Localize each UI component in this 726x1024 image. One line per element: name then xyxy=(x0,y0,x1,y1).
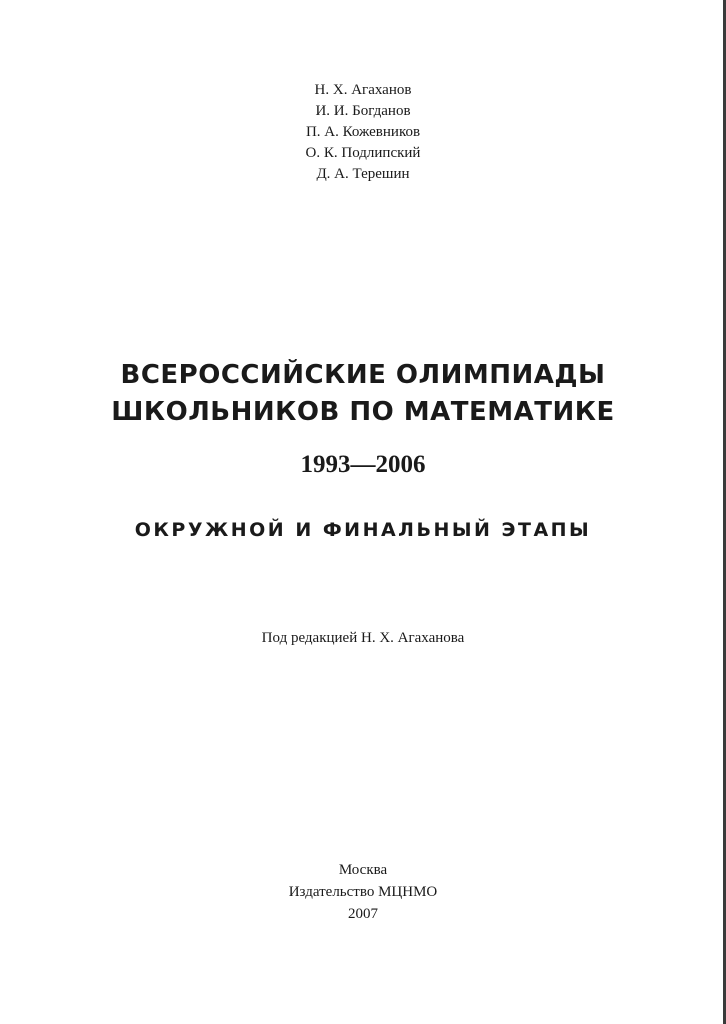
editor-credit: Под редакцией Н. Х. Агаханова xyxy=(261,630,465,646)
author-name: П. А. Кожевников xyxy=(305,124,421,140)
imprint-publisher: Издательство МЦНМО xyxy=(288,884,438,900)
author-name: О. К. Подлипский xyxy=(305,145,421,161)
imprint xyxy=(0,859,726,925)
author-list xyxy=(0,80,726,185)
author-name: Д. А. Терешин xyxy=(316,166,410,182)
book-subtitle: ОКРУЖНОЙ И ФИНАЛЬНЫЙ ЭТАПЫ xyxy=(134,519,592,541)
year-range: 1993—2006 xyxy=(300,451,426,478)
imprint-year: 2007 xyxy=(348,906,378,922)
imprint-city: Москва xyxy=(338,862,388,878)
author-name: Н. Х. Агаханов xyxy=(314,82,412,98)
book-title-line: ШКОЛЬНИКОВ ПО МАТЕМАТИКЕ xyxy=(111,397,615,427)
book-title-line: ВСЕРОССИЙСКИЕ ОЛИМПИАДЫ xyxy=(120,360,606,390)
book-title xyxy=(0,357,726,431)
author-name: И. И. Богданов xyxy=(315,103,411,119)
